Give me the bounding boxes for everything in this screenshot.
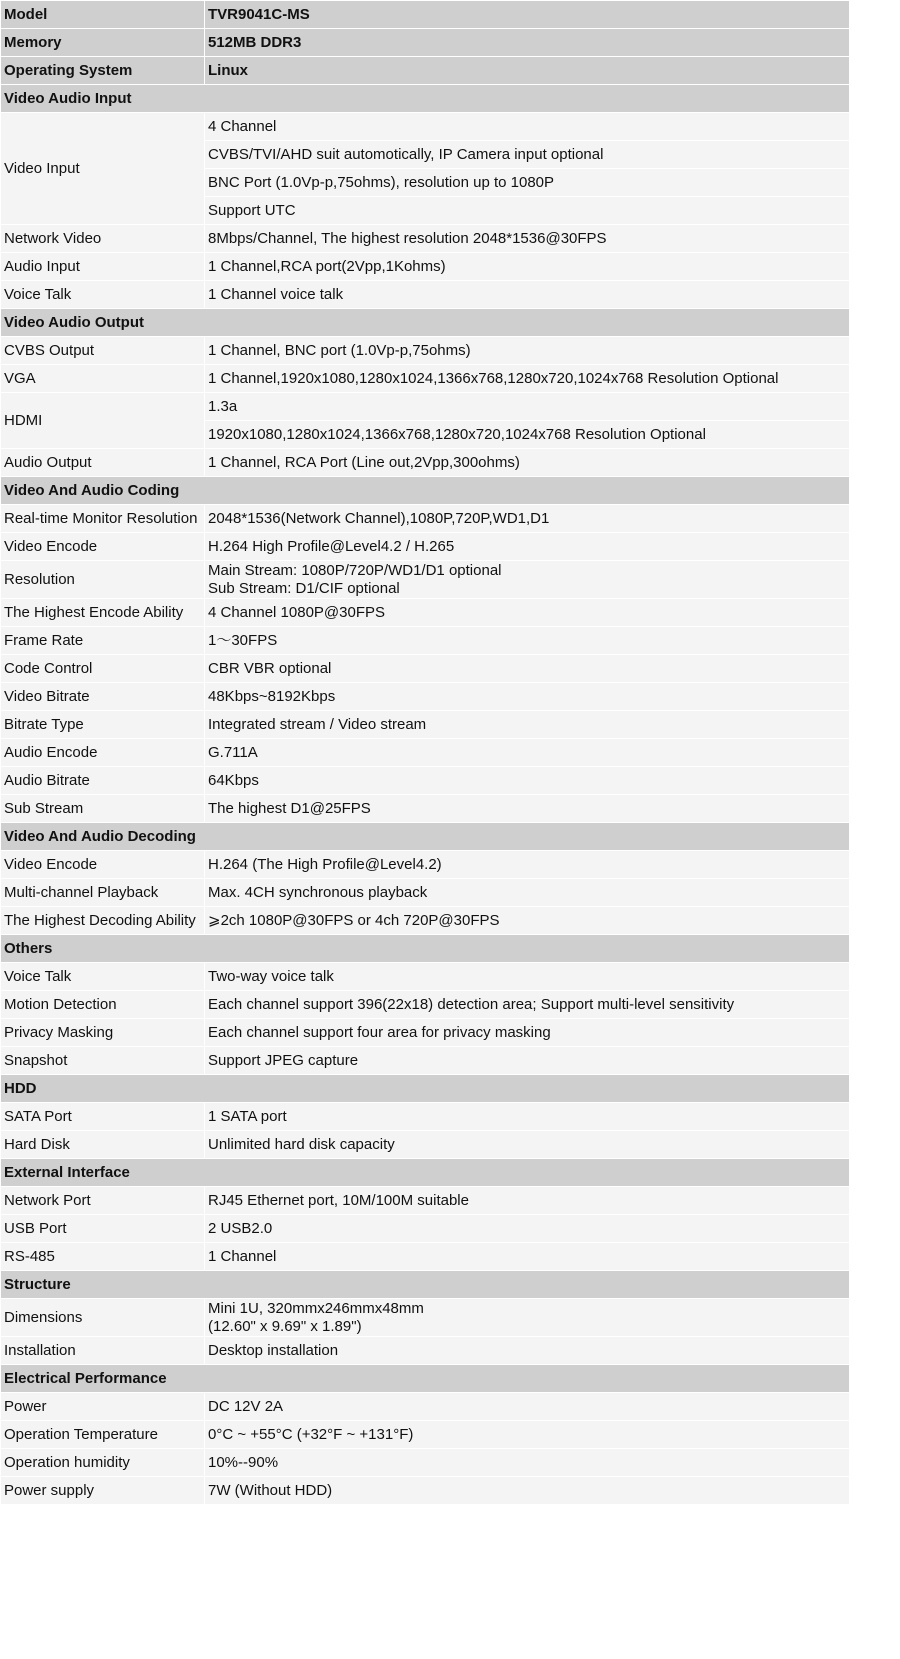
spec-row [1, 1477, 850, 1505]
spec-value: Unlimited hard disk capacity [205, 1131, 850, 1159]
section-title: Video And Audio Coding [1, 477, 850, 505]
spec-value: H.264 High Profile@Level4.2 / H.265 [205, 533, 850, 561]
spec-label: Network Video [1, 225, 205, 253]
spec-label: HDMI [1, 393, 205, 449]
spec-value: 48Kbps~8192Kbps [205, 683, 850, 711]
spec-label: Power supply [1, 1477, 205, 1505]
spec-label: Resolution [1, 561, 205, 599]
spec-value: 8Mbps/Channel, The highest resolution 2048*1536@30FPS [205, 225, 850, 253]
spec-row [1, 1131, 850, 1159]
spec-value: 1 Channel voice talk [205, 281, 850, 309]
spec-label: Video Input [1, 113, 205, 225]
spec-label: Dimensions [1, 1299, 205, 1337]
section-title: Video Audio Output [1, 309, 850, 337]
spec-value: The highest D1@25FPS [205, 795, 850, 823]
spec-value: CBR VBR optional [205, 655, 850, 683]
header-label: Operating System [1, 57, 205, 85]
spec-row [1, 739, 850, 767]
section-title: HDD [1, 1075, 850, 1103]
header-row [1, 57, 850, 85]
section-header-row [1, 935, 850, 963]
spec-row [1, 1103, 850, 1131]
spec-row [1, 1187, 850, 1215]
spec-label: RS-485 [1, 1243, 205, 1271]
spec-label: Bitrate Type [1, 711, 205, 739]
spec-row [1, 907, 850, 935]
spec-label: Video Encode [1, 533, 205, 561]
spec-row [1, 1243, 850, 1271]
spec-value: 1.3a [205, 393, 850, 421]
spec-label: Power [1, 1393, 205, 1421]
spec-row [1, 627, 850, 655]
spec-row [1, 1449, 850, 1477]
section-title: Video And Audio Decoding [1, 823, 850, 851]
spec-row [1, 1421, 850, 1449]
spec-label: CVBS Output [1, 337, 205, 365]
spec-value-line: Sub Stream: D1/CIF optional [208, 579, 400, 597]
spec-row [1, 113, 850, 141]
spec-label: Code Control [1, 655, 205, 683]
spec-value: 1 Channel,RCA port(2Vpp,1Kohms) [205, 253, 850, 281]
spec-label: Audio Encode [1, 739, 205, 767]
spec-label: Audio Input [1, 253, 205, 281]
spec-label: Video Encode [1, 851, 205, 879]
spec-label: Sub Stream [1, 795, 205, 823]
section-header-row [1, 309, 850, 337]
spec-row [1, 281, 850, 309]
spec-value: DC 12V 2A [205, 1393, 850, 1421]
spec-row [1, 533, 850, 561]
spec-row [1, 795, 850, 823]
spec-value [205, 561, 850, 599]
header-label: Model [1, 1, 205, 29]
spec-row [1, 1047, 850, 1075]
spec-row [1, 253, 850, 281]
spec-row [1, 683, 850, 711]
header-label: Memory [1, 29, 205, 57]
spec-value: Two-way voice talk [205, 963, 850, 991]
spec-value: 2 USB2.0 [205, 1215, 850, 1243]
section-title: External Interface [1, 1159, 850, 1187]
spec-value-line: (12.60" x 9.69" x 1.89") [208, 1317, 362, 1335]
spec-row [1, 599, 850, 627]
spec-label: Snapshot [1, 1047, 205, 1075]
spec-row [1, 561, 850, 599]
spec-value-line: Mini 1U, 320mmx246mmx48mm [208, 1299, 424, 1317]
spec-value: 1 Channel,1920x1080,1280x1024,1366x768,1280x720,1024x768 Resolution Optional [205, 365, 850, 393]
spec-label: Hard Disk [1, 1131, 205, 1159]
spec-label: Operation Temperature [1, 1421, 205, 1449]
spec-row [1, 337, 850, 365]
spec-value: Each channel support 396(22x18) detection area; Support multi-level sensitivity [205, 991, 850, 1019]
header-value: 512MB DDR3 [205, 29, 850, 57]
section-title: Electrical Performance [1, 1365, 850, 1393]
section-title: Video Audio Input [1, 85, 850, 113]
spec-label: Operation humidity [1, 1449, 205, 1477]
spec-label: Audio Output [1, 449, 205, 477]
spec-label: SATA Port [1, 1103, 205, 1131]
spec-label: Real-time Monitor Resolution [1, 505, 205, 533]
spec-label: Voice Talk [1, 281, 205, 309]
spec-value: H.264 (The High Profile@Level4.2) [205, 851, 850, 879]
spec-row [1, 991, 850, 1019]
spec-value: 1920x1080,1280x1024,1366x768,1280x720,1024x768 Resolution Optional [205, 421, 850, 449]
spec-row [1, 963, 850, 991]
spec-value: 1 Channel, BNC port (1.0Vp-p,75ohms) [205, 337, 850, 365]
section-header-row [1, 85, 850, 113]
spec-label: The Highest Encode Ability [1, 599, 205, 627]
spec-label: Frame Rate [1, 627, 205, 655]
spec-value: 1 SATA port [205, 1103, 850, 1131]
spec-label: Multi-channel Playback [1, 879, 205, 907]
section-header-row [1, 1159, 850, 1187]
spec-value [205, 1299, 850, 1337]
section-header-row [1, 477, 850, 505]
header-value: TVR9041C-MS [205, 1, 850, 29]
spec-value: 1 Channel, RCA Port (Line out,2Vpp,300ohms) [205, 449, 850, 477]
header-row [1, 29, 850, 57]
spec-row [1, 879, 850, 907]
spec-value: 4 Channel 1080P@30FPS [205, 599, 850, 627]
spec-row [1, 1019, 850, 1047]
spec-row [1, 767, 850, 795]
section-title: Structure [1, 1271, 850, 1299]
spec-label: Voice Talk [1, 963, 205, 991]
spec-label: VGA [1, 365, 205, 393]
section-header-row [1, 1271, 850, 1299]
spec-value: Integrated stream / Video stream [205, 711, 850, 739]
spec-value: CVBS/TVI/AHD suit automotically, IP Camera input optional [205, 141, 850, 169]
spec-row [1, 449, 850, 477]
spec-label: Installation [1, 1337, 205, 1365]
section-header-row [1, 1365, 850, 1393]
spec-value: 64Kbps [205, 767, 850, 795]
header-row [1, 1, 850, 29]
spec-label: Audio Bitrate [1, 767, 205, 795]
spec-value: ⩾2ch 1080P@30FPS or 4ch 720P@30FPS [205, 907, 850, 935]
spec-row [1, 365, 850, 393]
spec-value: Max. 4CH synchronous playback [205, 879, 850, 907]
spec-label: Network Port [1, 1187, 205, 1215]
spec-row [1, 711, 850, 739]
spec-value: 0°C ~ +55°C (+32°F ~ +131°F) [205, 1421, 850, 1449]
spec-value: 10%--90% [205, 1449, 850, 1477]
header-value: Linux [205, 57, 850, 85]
spec-value: Support UTC [205, 197, 850, 225]
spec-value: Support JPEG capture [205, 1047, 850, 1075]
spec-value-line: Main Stream: 1080P/720P/WD1/D1 optional [208, 561, 502, 579]
spec-row [1, 505, 850, 533]
spec-value: 1 Channel [205, 1243, 850, 1271]
spec-value: RJ45 Ethernet port, 10M/100M suitable [205, 1187, 850, 1215]
spec-label: Motion Detection [1, 991, 205, 1019]
spec-value: 4 Channel [205, 113, 850, 141]
spec-value: 1～30FPS [205, 627, 850, 655]
spec-row [1, 1393, 850, 1421]
section-header-row [1, 1075, 850, 1103]
spec-label: Video Bitrate [1, 683, 205, 711]
spec-row [1, 1299, 850, 1337]
spec-value: BNC Port (1.0Vp-p,75ohms), resolution up to 1080P [205, 169, 850, 197]
spec-row [1, 225, 850, 253]
section-header-row [1, 823, 850, 851]
spec-label: Privacy Masking [1, 1019, 205, 1047]
spec-value: Each channel support four area for privacy masking [205, 1019, 850, 1047]
spec-row [1, 393, 850, 421]
spec-value: 2048*1536(Network Channel),1080P,720P,WD1,D1 [205, 505, 850, 533]
spec-row [1, 655, 850, 683]
spec-value: G.711A [205, 739, 850, 767]
spec-row [1, 1337, 850, 1365]
spec-row [1, 851, 850, 879]
section-title: Others [1, 935, 850, 963]
spec-table-body [1, 1, 850, 1505]
spec-value: 7W (Without HDD) [205, 1477, 850, 1505]
spec-row [1, 1215, 850, 1243]
spec-label: USB Port [1, 1215, 205, 1243]
spec-value: Desktop installation [205, 1337, 850, 1365]
spec-label: The Highest Decoding Ability [1, 907, 205, 935]
